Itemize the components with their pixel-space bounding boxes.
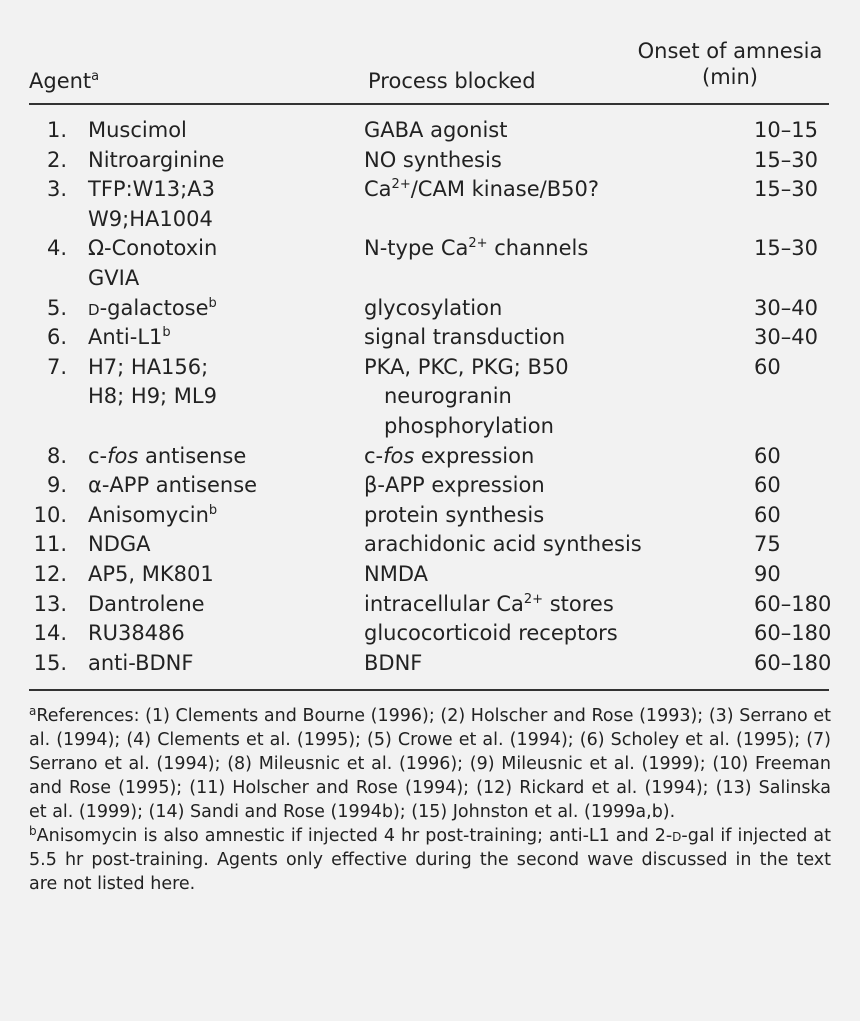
table-row [29, 323, 829, 353]
onset-cell: 60 [754, 473, 781, 498]
onset-cell: 60–180 [754, 621, 832, 646]
table-row [29, 353, 829, 442]
row-number: 5. [46, 295, 67, 320]
table-row [29, 649, 829, 679]
header-onset [630, 38, 830, 90]
footer-rule [29, 689, 829, 691]
table-row [29, 146, 829, 176]
footnote-a: $^a$References: (1) Clements and Bourne (1996); (2) Holscher and Rose (1993); (3) Serrano et al. (1994); (4) Clements et al. (1995); (5) Crowe et al. (1994); (6) Scholey et al. (1995); (7) Serrano et al. (1994); (8) Mileusnic et al. (1996); (9) Mileusnic et al. (1999); (10) Freeman and Rose (1995); (11) Holscher and Rose (1994); (12) Rickard et al. (1994); (13) Salinska et al. (1999); (14) Sandi and Rose (1994b); (15) Johnston et al. (1999a,b). [29, 704, 831, 822]
agent-cell: RU38486 [88, 621, 185, 646]
process-cell: BDNF [364, 650, 423, 675]
onset-cell: 30–40 [754, 325, 818, 350]
table-row [29, 619, 829, 649]
agent-cell: Anti-L1$^b$ [88, 325, 171, 350]
row-number: 14. [33, 621, 67, 646]
table-row [29, 442, 829, 472]
footnote-marker-a: a [91, 69, 100, 84]
footnote-b: $^b$Anisomycin is also amnestic if injected 4 hr post-training; anti-L1 and 2-d-gal if injected at 5.5 hr post-training. Agents only effective during the second wave discussed in the text are not listed here. [29, 824, 831, 894]
row-number: 6. [46, 325, 67, 350]
onset-cell: 60 [754, 443, 781, 468]
agent-cell: α-APP antisense [88, 473, 258, 498]
row-number: 12. [33, 561, 67, 586]
process-cell: glucocorticoid receptors [364, 621, 618, 646]
process-cell: $Ca^{2+}$/CAM kinase/B50? [364, 177, 600, 202]
process-cell: β-APP expression [364, 473, 545, 498]
row-number: 15. [33, 650, 67, 675]
agent-cell: H7; HA156; H8; H9; ML9 [88, 354, 217, 409]
onset-cell: 10–15 [754, 118, 818, 142]
process-cell: c-fos expression [364, 443, 535, 468]
row-number: 11. [33, 532, 67, 557]
onset-cell: 60–180 [754, 650, 832, 675]
header-agent [29, 68, 99, 94]
agent-cell: Ω-Conotoxin GVIA [88, 236, 218, 290]
agent-cell: Muscimol [88, 118, 187, 142]
onset-cell: 60–180 [754, 591, 832, 616]
process-cell: NO synthesis [364, 147, 502, 172]
onset-cell: 15–30 [754, 236, 818, 261]
header-onset-line2: (min) [702, 65, 758, 89]
row-number: 1. [46, 118, 67, 142]
table-row [29, 560, 829, 590]
process-cell: signal transduction [364, 325, 566, 350]
agent-cell: AP5, MK801 [88, 561, 214, 586]
header-onset-line1: Onset of amnesia [637, 39, 823, 63]
row-number: 2. [46, 147, 67, 172]
onset-cell: 15–30 [754, 147, 818, 172]
onset-cell: 60 [754, 502, 781, 527]
process-cell: N-type $Ca^{2+}$ channels [364, 236, 589, 261]
header-agent-label: Agent [29, 69, 92, 93]
row-number: 8. [46, 443, 67, 468]
table-row [29, 530, 829, 560]
onset-cell: 15–30 [754, 177, 818, 202]
header-rule [29, 103, 829, 105]
row-number: 4. [46, 236, 67, 261]
table-row [29, 116, 829, 146]
agent-cell: anti-BDNF [88, 650, 194, 675]
agent-cell: Nitroarginine [88, 147, 225, 172]
table-row [29, 175, 829, 234]
process-cell: glycosylation [364, 295, 503, 320]
process-cell: arachidonic acid synthesis [364, 532, 642, 557]
table-row [29, 501, 829, 531]
table-row [29, 234, 829, 293]
table-row [29, 590, 829, 620]
process-cell: intracellular $Ca^{2+}$ stores [364, 591, 614, 616]
process-cell: protein synthesis [364, 502, 545, 527]
agent-cell: c-fos antisense [88, 443, 247, 468]
row-number: 9. [46, 473, 67, 498]
agent-cell: NDGA [88, 532, 151, 557]
agent-cell: TFP:W13;A3 W9;HA1004 [88, 177, 215, 231]
agent-cell: Anisomycin$^b$ [88, 502, 218, 527]
table-row [29, 294, 829, 324]
table-row [29, 471, 829, 501]
onset-cell: 60 [754, 354, 781, 379]
header-process: Process blocked [368, 69, 536, 93]
row-number: 13. [33, 591, 67, 616]
agent-cell: d-galactose$^b$ [88, 295, 217, 320]
process-cell: PKA, PKC, PKG; B50 neurogranin phosphorylation [364, 354, 569, 438]
onset-cell: 75 [754, 532, 781, 557]
onset-cell: 90 [754, 561, 781, 586]
onset-cell: 30–40 [754, 295, 818, 320]
row-number: 10. [33, 502, 67, 527]
process-cell: NMDA [364, 561, 428, 586]
agents-table [29, 116, 832, 678]
row-number: 7. [46, 354, 67, 379]
row-number: 3. [46, 177, 67, 202]
footnotes [29, 704, 831, 896]
process-cell: GABA agonist [364, 118, 508, 142]
agent-cell: Dantrolene [88, 591, 205, 616]
